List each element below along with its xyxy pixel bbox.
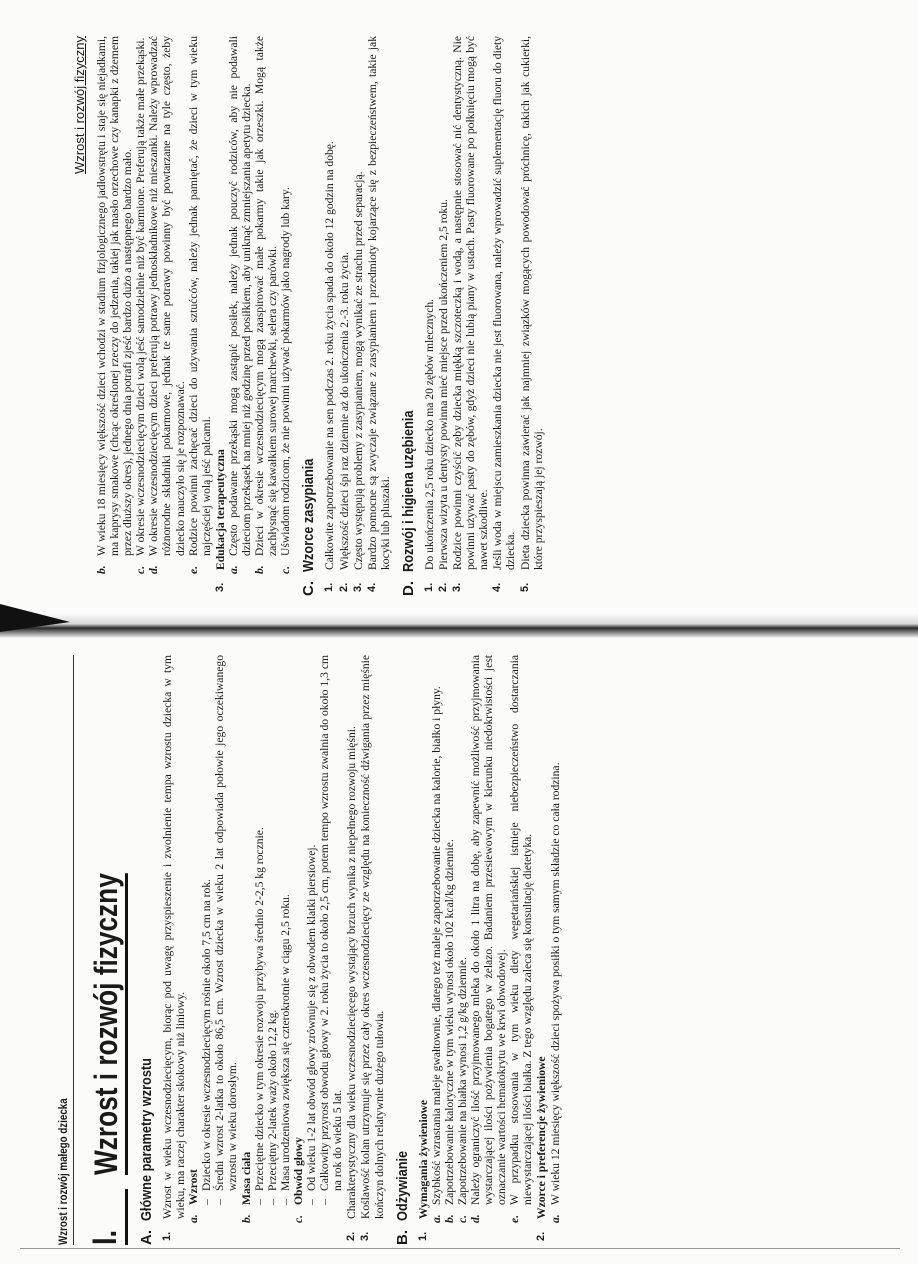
sub-item xyxy=(549,655,562,1245)
dash-item-text: Całkowity przyrost obwodu głowy w 2. roku życia to około 2,5 cm, potem tempo wzrostu zwalnia do około 1,3 cm na rok do wieku 5 lat. xyxy=(318,655,345,1191)
list-item xyxy=(491,36,517,596)
sub-item-text: Należy ograniczyć ilość przyjmowanego mleka do około 1 litra na dobę, aby zapewnić możliwość przyjmowania wystarczającej ilości pożywienia bogatego w żelazo. Badaniem przesiewowym w kierunku niedokrwistości jest oznaczanie wartości hematokrytu we krwi obwodowej. xyxy=(468,655,509,1205)
list-item xyxy=(352,36,365,596)
page-right-continuation xyxy=(95,36,292,596)
sub-item-letter: e. xyxy=(508,1214,522,1223)
item-number: 1. xyxy=(161,1231,173,1241)
sub-item xyxy=(147,36,186,596)
dash-bullet: – xyxy=(278,1199,292,1205)
dash-bullet: – xyxy=(213,1199,227,1205)
dash-item-text: Przeciętny 2-latek waży około 12,2 kg. xyxy=(265,1009,279,1191)
item-text: Koślawość kolan utrzymuje się przez cały okres wczesnodziecięcy ze względu na konieczność dźwigania przez mięśnie kończyn dolnych relatywnie dużego tułowia. xyxy=(359,655,386,1219)
section-body xyxy=(161,655,386,1245)
sub-item-letter: b. xyxy=(442,1214,456,1223)
list-item xyxy=(519,36,545,596)
dash-item-text: Dziecko w okresie wczesnodziecięcym rośnie około 7,5 cm na rok. xyxy=(200,879,214,1191)
list-item xyxy=(417,655,430,1245)
dash-item xyxy=(253,655,266,1245)
page-right-body xyxy=(300,36,544,596)
section-body xyxy=(423,36,545,596)
item-text: Edukacja terapeutyczna xyxy=(213,449,227,570)
section-title: Rozwój i higiena uzębienia xyxy=(399,410,417,572)
sub-item-letter: a. xyxy=(226,565,240,574)
sub-item-letter: e. xyxy=(186,565,200,574)
list-item xyxy=(535,655,548,1245)
sub-item-text: Wzrost xyxy=(187,1169,201,1205)
sub-item xyxy=(95,36,134,596)
sub-item-letter: c. xyxy=(279,565,293,574)
dash-item-text: Średni wzrost 2-latka to około 86,5 cm. Wzrost dziecka w wieku 2 lat odpowiada połowie jego oczekiwanego wzrostu w wieku dorosłym. xyxy=(213,655,240,1191)
item-number: 3. xyxy=(451,582,464,592)
item-number: 3. xyxy=(359,1231,372,1241)
sub-item-letter: a. xyxy=(187,1214,201,1223)
item-text: Rodzice powinni czyścić zęby dziecka miękką szczoteczką i wodą, a następnie stosować nić dentystyczną. Nie powinni używać pasty do zębów, gdyż dzieci nie lubią piany w ustach. Pasty fluorowane po połknięciu mogą być nawet szkodliwe. xyxy=(451,36,491,570)
dash-bullet: – xyxy=(305,1199,319,1205)
binding-shadow xyxy=(0,604,70,632)
sub-item-text: W okresie wczesnodziecięcym dzieci wolą jeść samodzielnie niż być karmione. Preferują także małe przekąski. xyxy=(134,37,148,556)
list-item xyxy=(338,36,351,596)
page-right xyxy=(72,36,917,596)
item-text: Większość dzieci śpi raz dziennie aż do ukończenia 2.-3. roku życia. xyxy=(337,252,351,570)
item-text: Wzrost w wieku wczesnodziecięcym, biorąc pod uwagę przyspieszenie i zwolnienie tempa wzrostu dziecka w tym wieku, ma raczej charakter skokowy niż liniowy. xyxy=(161,655,188,1219)
sub-item-text: W przypadku stosowania w tym wieku diety wegetariańskiej istnieje niebezpieczeństwo dostarczania niewystarczającej ilości białka. Z tego względu zaleca się konsultację dietetyka. xyxy=(508,655,535,1205)
item-number: 3. xyxy=(213,582,226,592)
item-number: 3. xyxy=(351,582,364,592)
item-number: 1. xyxy=(422,582,435,592)
item-text: Całkowite zapotrzebowanie na sen podczas 2. roku życia spada do około 12 godzin na dobę. xyxy=(323,141,337,570)
item-text: Do ukończenia 2,5 roku dziecko ma 20 zębów mlecznych. xyxy=(422,298,436,570)
item-number: 4. xyxy=(365,582,378,592)
sub-item-letter: d. xyxy=(147,565,161,574)
sub-item-letter: c. xyxy=(455,1214,469,1223)
item-text: Jeśli woda w miejscu zamieszkania dziecka nie jest fluorowana, należy wprowadzić suplementację fluoru do diety dziecka. xyxy=(491,36,518,570)
item-text: Dieta dziecka powinna zawierać jak najmniej związków mogących powodować próchnicę, takich jak cukierki, które przyspieszają jej rozwój. xyxy=(518,36,545,570)
section-heading xyxy=(400,36,417,596)
dash-item xyxy=(305,655,318,1245)
dash-item-text: Przeciętne dziecko w tym okresie rozwoju przybywa średnio 2-2,5 kg rocznie. xyxy=(252,827,266,1191)
running-header xyxy=(72,36,87,596)
sub-item-letter: b. xyxy=(253,565,267,574)
sub-item xyxy=(279,36,292,596)
sub-item xyxy=(253,36,279,596)
dash-item-text: Od wieku 1-2 lat obwód głowy zrównuje się z obwodem klatki piersiowej. xyxy=(305,844,319,1191)
sub-item-text: W okresie wczesnodziecięcym dzieci preferują potrawy jednoskładnikowe niż mieszanki. Należy wprowadzać różnorodne składniki pokarmowe, jednak te same potrawy powinny być powtarzane na tyle często, żeby dziecko nauczyło się je rozpoznawać. xyxy=(147,36,187,556)
sub-item xyxy=(508,655,534,1245)
chapter-number: I. xyxy=(86,1189,128,1245)
dash-bullet: – xyxy=(200,1199,214,1205)
sub-item-text: Zapotrzebowanie kaloryczne w tym wieku wynosi około 102 kcal/kg dziennie. xyxy=(442,839,456,1205)
section-body xyxy=(323,36,391,596)
item-text: Bardzo pomocne są zwyczaje związane z zasypianiem i przedmioty kojarzące się z bezpieczeństwem, takie jak kocyki lub pluszaki. xyxy=(365,36,392,570)
sub-item-text: Często podawane przekąski mogą zastąpić posiłek, należy jednak pouczyć rodziców, aby nie podawali dzieciom przekąsek na mniej niż godzinę przed posiłkiem, aby uniknąć zmniejszania apetytu dziecka. xyxy=(226,36,254,556)
dash-item xyxy=(200,655,213,1245)
chapter-heading xyxy=(86,655,128,1245)
running-header-left: Wzrost i rozwój małego dziecka xyxy=(58,1098,70,1245)
sub-item xyxy=(430,655,443,1245)
sub-item-letter: d. xyxy=(468,1214,482,1223)
sub-item-text: Uświadom rodzicom, że nie powinni używać pokarmów jako nagrody lub kary. xyxy=(279,187,293,556)
sub-item-text: Rodzice powinni zachęcać dzieci do używania sztućców, należy jednak pamiętać, że dzieci w tym wieku najczęściej wolą jeść palcami. xyxy=(186,36,213,556)
sub-item xyxy=(469,655,508,1245)
sub-item xyxy=(134,36,147,596)
section-letter: D. xyxy=(399,581,417,596)
section-title: Wzorce zasypiania xyxy=(300,458,318,572)
sub-item xyxy=(187,655,200,1245)
sub-item-letter: a. xyxy=(548,1214,562,1223)
item-number: 2. xyxy=(436,582,449,592)
sub-item-letter: c. xyxy=(291,1214,305,1223)
sub-item-letter: b. xyxy=(95,565,108,574)
running-header xyxy=(58,655,74,1245)
list-item xyxy=(214,36,227,596)
section-heading xyxy=(394,655,411,1245)
list-item xyxy=(345,655,358,1245)
dash-bullet: – xyxy=(252,1199,266,1205)
dash-item xyxy=(213,655,239,1245)
sub-item-text: Dzieci w okresie wczesnodziecięcym mogą zaaspirować małe pokarmy takie jak orzeszki. Mogą także zachłysnąć się kawałkiem surowej marchewki, selera czy parówki. xyxy=(253,36,280,556)
list-item xyxy=(366,36,392,596)
sub-item xyxy=(187,36,213,596)
page-left-body xyxy=(138,655,562,1245)
page-edge-line xyxy=(20,1248,900,1249)
dash-item xyxy=(266,655,279,1245)
item-text: Pierwsza wizyta u dentysty powinna mieć miejsce przed ukończeniem 2,5 roku. xyxy=(436,199,450,570)
sub-item-letter: b. xyxy=(239,1214,253,1223)
sub-item-letter: a. xyxy=(429,1214,443,1223)
sub-item xyxy=(443,655,456,1245)
dash-item-text: Masa urodzeniowa zwiększa się czterokrotnie w ciągu 2,5 roku. xyxy=(278,894,292,1191)
section-title: Odżywianie xyxy=(393,1150,411,1221)
sub-item xyxy=(456,655,469,1245)
item-text: Wzorce i preferencje żywieniowe xyxy=(535,1056,549,1219)
item-number: 2. xyxy=(337,582,350,592)
sub-item-text: W wieku 18 miesięcy większość dzieci wchodzi w stadium fizjologicznego jadłowstrętu i staje się niejadkami, ma kaprysy smakowe (chcąc określonej rzeczy do jedzenia, takiej jak masło orzechowe czy kanapki z dżemem przez dłuższy okres), jednego dnia potrafi zjeść bardzo dużo a następnego bardzo mało. xyxy=(95,36,135,556)
item-number: 1. xyxy=(416,1231,429,1241)
item-number: 2. xyxy=(345,1231,358,1241)
sub-item xyxy=(240,655,253,1245)
dash-bullet: – xyxy=(265,1199,279,1205)
sub-item-text: Zapotrzebowanie na białka wynosi 1,2 g/kg dziennie. xyxy=(455,957,469,1205)
sub-item-text: Szybkość wzrastania maleje gwałtownie, dlatego też maleje zapotrzebowanie dziecka na kalorie, białko i płyny. xyxy=(429,686,443,1205)
running-header-right: Wzrost i rozwój fizyczny xyxy=(72,36,87,174)
item-text: Często występują problemy z zasypianiem, mogą wynikać ze strachu przed separacją. xyxy=(351,171,365,570)
section-heading xyxy=(138,655,155,1245)
list-item xyxy=(451,36,490,596)
item-text: Charakterystyczny dla wieku wczesnodziecięcego wystający brzuch wynika z niepełnego rozwoju mięśni. xyxy=(345,726,359,1219)
sub-item xyxy=(292,655,305,1245)
list-item xyxy=(161,655,187,1245)
section-letter: B. xyxy=(393,1230,411,1245)
sub-item-letter: c. xyxy=(134,565,148,574)
sub-item-text: Obwód głowy xyxy=(291,1137,305,1205)
sub-item xyxy=(227,36,253,596)
list-item xyxy=(423,36,436,596)
section-letter: C. xyxy=(300,581,318,596)
chapter-title: Wzrost i rozwój fizyczny xyxy=(88,873,128,1175)
item-number: 4. xyxy=(491,582,504,592)
item-number: 5. xyxy=(518,582,531,592)
item-text: Wymagania żywieniowe xyxy=(416,1099,430,1219)
page-left xyxy=(58,655,562,1245)
sub-item-text: W wieku 12 miesięcy większość dzieci spożywa posiłki o tym samym składzie co cała rodzina. xyxy=(548,762,562,1205)
dash-item xyxy=(318,655,344,1245)
dash-bullet: – xyxy=(318,1199,332,1205)
section-heading xyxy=(300,36,317,596)
item-number: 1. xyxy=(323,582,336,592)
item-number: 2. xyxy=(535,1231,548,1241)
section-title: Główne parametry wzrostu xyxy=(138,1058,155,1221)
section-letter: A. xyxy=(138,1230,155,1245)
list-item xyxy=(437,36,450,596)
book-gutter xyxy=(0,612,918,638)
section-body xyxy=(417,655,562,1245)
sub-item-text: Masa ciała xyxy=(239,1151,253,1205)
list-item xyxy=(323,36,336,596)
dash-item xyxy=(279,655,292,1245)
list-item xyxy=(359,655,385,1245)
